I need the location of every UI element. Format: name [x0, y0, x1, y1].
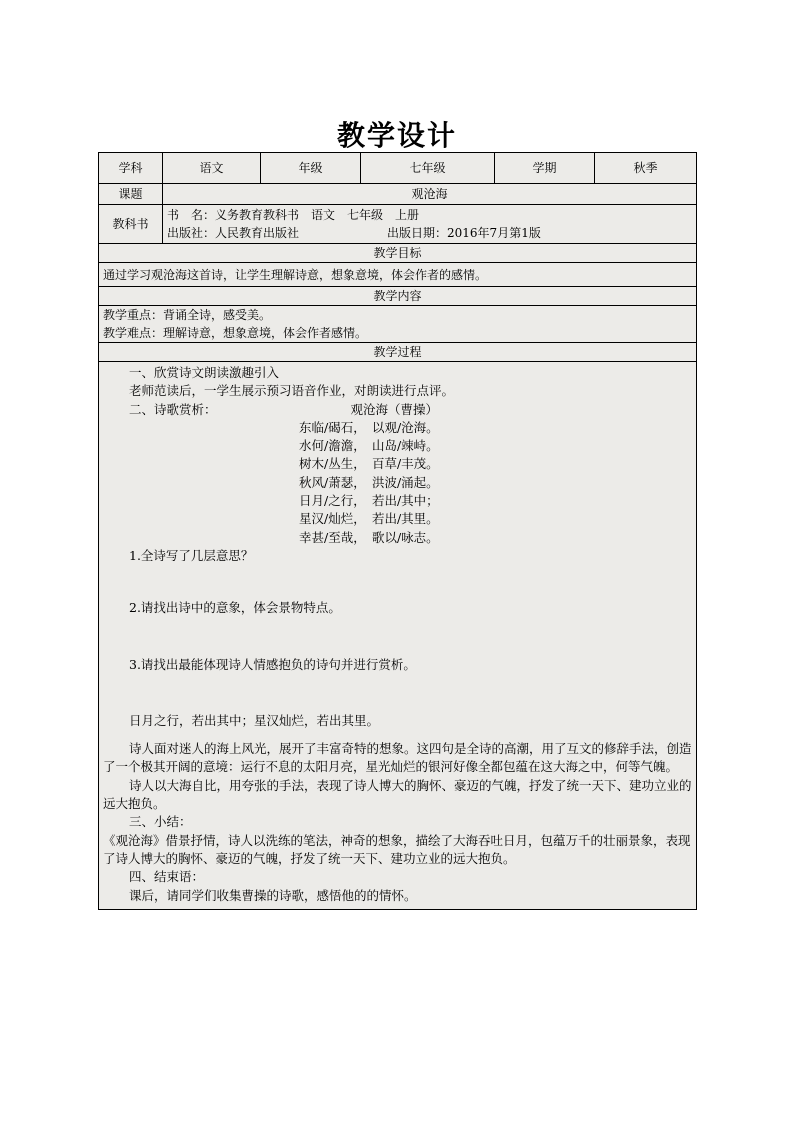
process-cell — [99, 362, 697, 910]
grade-label: 年级 — [261, 153, 361, 184]
content-heading: 教学内容 — [99, 287, 697, 306]
textbook-pub-date: 出版日期：2016年7月第1版 — [387, 226, 541, 240]
grade-value: 七年级 — [361, 153, 495, 184]
textbook-publisher: 出版社：人民教育出版社 — [167, 226, 300, 240]
content-cell — [99, 306, 697, 343]
section-4-title: 四、结束语： — [129, 869, 205, 885]
key-point: 教学重点：背诵全诗，感受美。 — [103, 308, 272, 322]
closing-text: 课后，请同学们收集曹操的诗歌，感悟他的的情怀。 — [129, 887, 417, 903]
lesson-plan-table — [98, 152, 697, 910]
subject-value: 语文 — [163, 153, 261, 184]
goals-text: 通过学习观沧海这首诗，让学生理解诗意，想象意境，体会作者的感情。 — [99, 263, 697, 287]
term-label: 学期 — [495, 153, 595, 184]
topic-label: 课题 — [99, 184, 163, 205]
section-3-title: 三、小结： — [129, 814, 192, 830]
process-heading: 教学过程 — [99, 343, 697, 362]
analysis-paragraph-1: 诗人面对迷人的海上风光，展开了丰富奇特的想象。这四句是全诗的高潮，用了互文的修辞手法，创造了一个极其开阔的意境：运行不息的太阳月亮，星光灿烂的银河好像全都包蕴在这大海之中，何等气魄。 — [103, 741, 692, 775]
poem-line: 树木/丛生， 百草/丰茂。 — [299, 456, 439, 472]
poem-line: 水何/澹澹， 山岛/竦峙。 — [299, 438, 439, 454]
section-1-text: 老师范读后，一学生展示预习语音作业，对朗读进行点评。 — [129, 383, 455, 399]
goals-heading: 教学目标 — [99, 244, 697, 263]
summary-text: 《观沧海》借景抒情，诗人以洗练的笔法，神奇的想象，描绘了大海吞吐日月，包蕴万千的壮丽景象，表现了诗人博大的胸怀、豪迈的气魄，抒发了统一天下、建功立业的远大抱负。 — [103, 832, 691, 866]
poem-line: 东临/碣石， 以观/沧海。 — [299, 419, 439, 435]
section-1-title: 一、欣赏诗文朗读激趣引入 — [129, 365, 280, 380]
content-row — [99, 306, 697, 343]
textbook-name: 书 名：义务教育教科书 语文 七年级 上册 — [167, 208, 420, 222]
poem — [103, 419, 692, 547]
header-row — [99, 153, 697, 184]
textbook-publish-line — [167, 224, 692, 242]
document-title: 教学设计 — [336, 119, 457, 152]
poem-line: 幸甚/至哉， 歌以/咏志。 — [299, 529, 439, 545]
question-2: 2.请找出诗中的意象，体会景物特点。 — [129, 600, 341, 616]
term-value: 秋季 — [595, 153, 697, 184]
subject-label: 学科 — [99, 153, 163, 184]
poem-line: 星汉/灿烂， 若出/其里。 — [299, 511, 439, 527]
content-heading-row — [99, 287, 697, 306]
difficulty-point: 教学难点：理解诗意，想象意境，体会作者感情。 — [103, 326, 368, 340]
goals-heading-row — [99, 244, 697, 263]
quoted-lines: 日月之行，若出其中；星汉灿烂，若出其里。 — [129, 712, 380, 728]
process-heading-row — [99, 343, 697, 362]
textbook-label: 教科书 — [99, 205, 163, 244]
process-row — [99, 362, 697, 910]
analysis-paragraph-2: 诗人以大海自比，用夸张的手法，表现了诗人博大的胸怀、豪迈的气魄，抒发了统一天下、建功立业的远大抱负。 — [103, 777, 692, 812]
poem-line: 秋风/萧瑟， 洪波/涌起。 — [299, 474, 439, 490]
question-3: 3.请找出最能体现诗人情感抱负的诗句并进行赏析。 — [129, 656, 416, 672]
textbook-info — [163, 205, 697, 244]
topic-value: 观沧海 — [163, 184, 697, 205]
poem-line: 日月/之行， 若出/其中； — [299, 493, 439, 509]
section-2-title: 二、诗歌赏析： — [129, 401, 217, 417]
poem-title: 观沧海（曹操） — [350, 401, 439, 417]
question-1: 1.全诗写了几层意思？ — [129, 547, 254, 563]
textbook-row — [99, 205, 697, 244]
goals-row — [99, 263, 697, 287]
topic-row — [99, 184, 697, 205]
section-2-title-line — [103, 401, 692, 419]
